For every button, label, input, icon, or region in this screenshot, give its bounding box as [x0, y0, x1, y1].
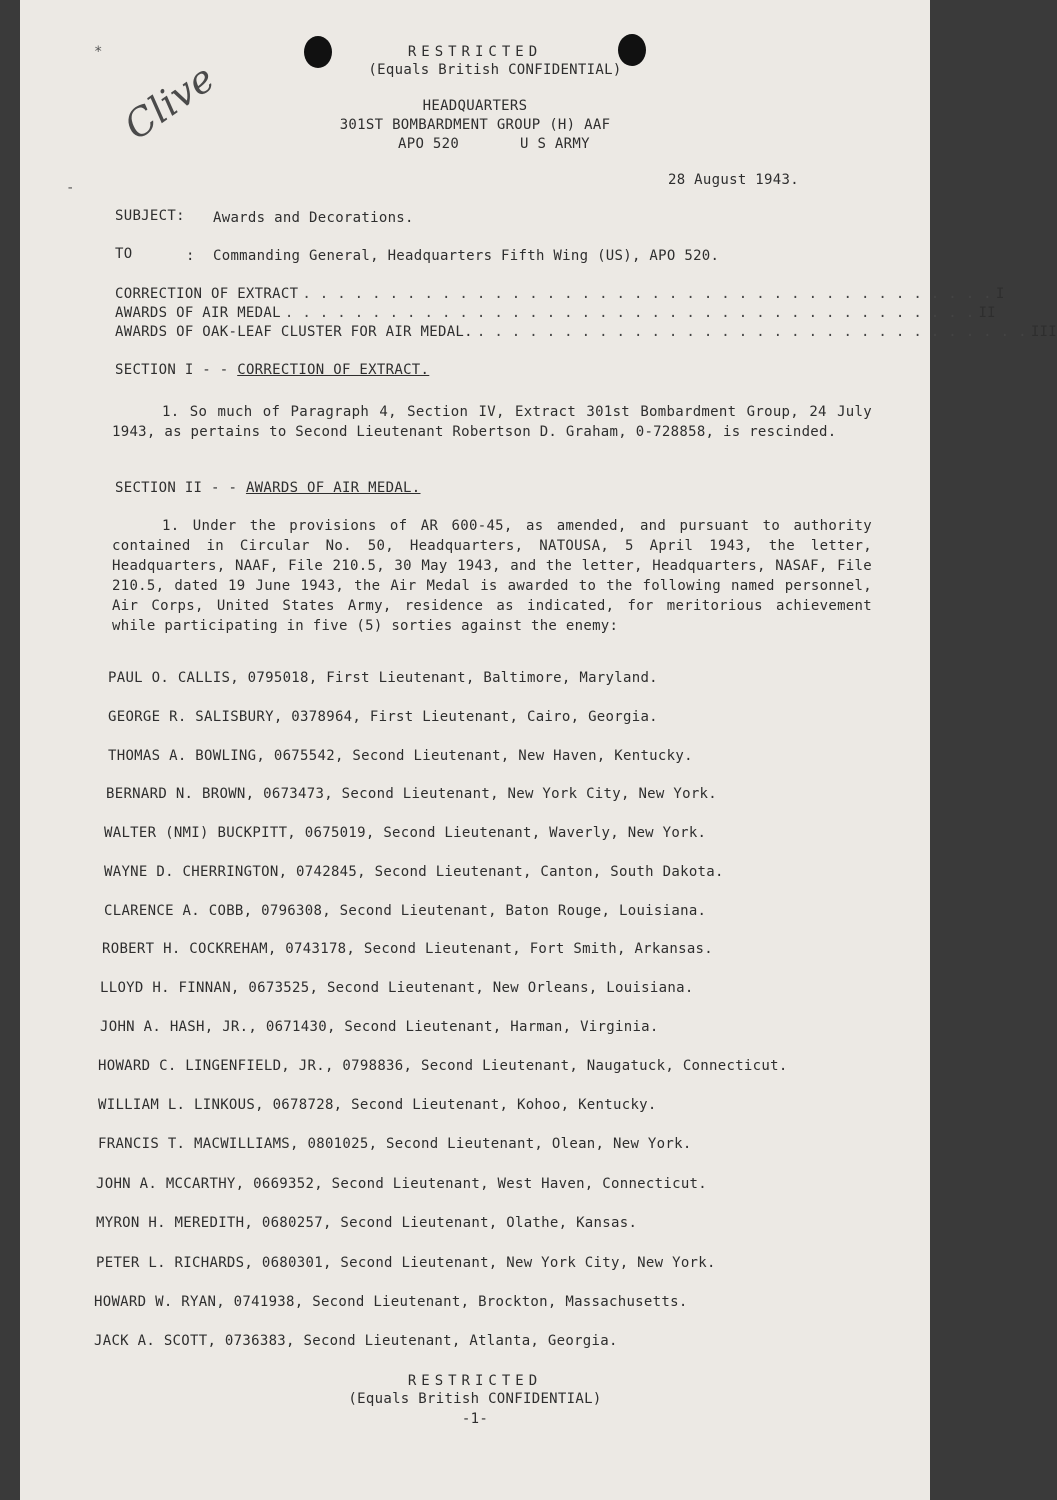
section1-heading-title: CORRECTION OF EXTRACT. — [237, 362, 430, 378]
personnel-entry: MYRON H. MEREDITH, 0680257, Second Lieutenant, Olathe, Kansas. — [96, 1215, 638, 1231]
header-unit: 301ST BOMBARDMENT GROUP (H) AAF — [339, 117, 611, 133]
personnel-entry: JOHN A. HASH, JR., 0671430, Second Lieutenant, Harman, Virginia. — [100, 1019, 659, 1035]
handwritten-signature: Clive — [116, 55, 223, 149]
toc-section-number: III — [1030, 324, 1057, 340]
toc-leader: . . . . . . . . . . . . . . . . . . . . . . . . . . . . . . . . . . . . . . . . — [302, 286, 992, 302]
personnel-entry: PAUL O. CALLIS, 0795018, First Lieutenant, Baltimore, Maryland. — [108, 670, 658, 686]
personnel-entry: GEORGE R. SALISBURY, 0378964, First Lieutenant, Cairo, Georgia. — [108, 709, 658, 725]
to-colon: : — [186, 248, 195, 264]
to-text: Commanding General, Headquarters Fifth Wing (US), APO 520. — [213, 248, 720, 264]
section2-paragraph: 1. Under the provisions of AR 600-45, as amended, and pursuant to authority contained in Circular No. 50, Headquarters, NATOUSA, 5 April 1943, the letter, Headquarters, NAAF, File 210.5, 30 May 1943, and the letter, Headquarters, NASAF, File 210.5, dated 19 June 1943, the Air Medal is awarded to the following named personnel, Air Corps, United States Army, residence as indicated, for meritorious achievement while participating in five (5) sorties against the enemy: — [112, 518, 872, 634]
to-label: TO — [115, 246, 133, 262]
toc-row — [115, 286, 1005, 302]
personnel-entry: JOHN A. MCCARTHY, 0669352, Second Lieutenant, West Haven, Connecticut. — [96, 1176, 708, 1192]
section1-heading — [115, 362, 429, 378]
personnel-entry: WAYNE D. CHERRINGTON, 0742845, Second Lieutenant, Canton, South Dakota. — [104, 864, 724, 880]
personnel-entry: PETER L. RICHARDS, 0680301, Second Lieutenant, New York City, New York. — [96, 1255, 716, 1271]
margin-mark: - — [66, 180, 75, 196]
personnel-entry: HOWARD W. RYAN, 0741938, Second Lieutenant, Brockton, Massachusetts. — [94, 1294, 688, 1310]
toc-label: CORRECTION OF EXTRACT — [115, 286, 299, 302]
toc-leader: . . . . . . . . . . . . . . . . . . . . . . . . . . . . . . . . — [476, 324, 1027, 340]
personnel-entry: THOMAS A. BOWLING, 0675542, Second Lieutenant, New Haven, Kentucky. — [108, 748, 693, 764]
subject-text: Awards and Decorations. — [213, 210, 414, 226]
toc-row — [115, 305, 996, 321]
subject-label: SUBJECT: — [115, 208, 185, 224]
toc-leader: . . . . . . . . . . . . . . . . . . . . . . . . . . . . . . . . . . . . . . . . — [284, 305, 975, 321]
header-apo: APO 520 — [398, 136, 460, 152]
toc-row — [115, 324, 1057, 340]
personnel-entry: HOWARD C. LINGENFIELD, JR., 0798836, Second Lieutenant, Naugatuck, Connecticut. — [98, 1058, 788, 1074]
personnel-entry: WILLIAM L. LINKOUS, 0678728, Second Lieutenant, Kohoo, Kentucky. — [98, 1097, 657, 1113]
classification-top: RESTRICTED — [407, 44, 543, 60]
section2-heading — [115, 480, 421, 496]
classification-top-equivalent: (Equals British CONFIDENTIAL) — [368, 62, 622, 78]
section1-heading-prefix: SECTION I - - — [115, 362, 229, 378]
personnel-entry: ROBERT H. COCKREHAM, 0743178, Second Lieutenant, Fort Smith, Arkansas. — [102, 941, 714, 957]
classification-bottom-equivalent: (Equals British CONFIDENTIAL) — [348, 1391, 602, 1407]
section1-paragraph: 1. So much of Paragraph 4, Section IV, Extract 301st Bombardment Group, 24 July 1943, as pertains to Second Lieutenant Robertson D. Graham, 0-728858, is rescinded. — [112, 404, 872, 440]
personnel-entry: LLOYD H. FINNAN, 0673525, Second Lieutenant, New Orleans, Louisiana. — [100, 980, 694, 996]
header-army: U S ARMY — [520, 136, 590, 152]
personnel-entry: JACK A. SCOTT, 0736383, Second Lieutenant, Atlanta, Georgia. — [94, 1333, 618, 1349]
section2-heading-prefix: SECTION II - - — [115, 480, 238, 496]
page-number: -1- — [461, 1411, 489, 1427]
header-headquarters: HEADQUARTERS — [422, 98, 528, 114]
document-date: 28 August 1943. — [668, 172, 799, 188]
toc-label: AWARDS OF AIR MEDAL — [115, 305, 281, 321]
classification-bottom: RESTRICTED — [407, 1373, 543, 1389]
personnel-entry: FRANCIS T. MACWILLIAMS, 0801025, Second Lieutenant, Olean, New York. — [98, 1136, 692, 1152]
personnel-entry: WALTER (NMI) BUCKPITT, 0675019, Second Lieutenant, Waverly, New York. — [104, 825, 707, 841]
margin-mark: * — [94, 44, 103, 60]
personnel-entry: CLARENCE A. COBB, 0796308, Second Lieutenant, Baton Rouge, Louisiana. — [104, 903, 707, 919]
section2-heading-title: AWARDS OF AIR MEDAL. — [245, 480, 421, 496]
document-page — [20, 0, 1057, 1500]
toc-label: AWARDS OF OAK-LEAF CLUSTER FOR AIR MEDAL. — [115, 324, 473, 340]
toc-section-number: I — [995, 286, 1005, 302]
toc-section-number: II — [978, 305, 996, 321]
personnel-entry: BERNARD N. BROWN, 0673473, Second Lieutenant, New York City, New York. — [106, 786, 718, 802]
